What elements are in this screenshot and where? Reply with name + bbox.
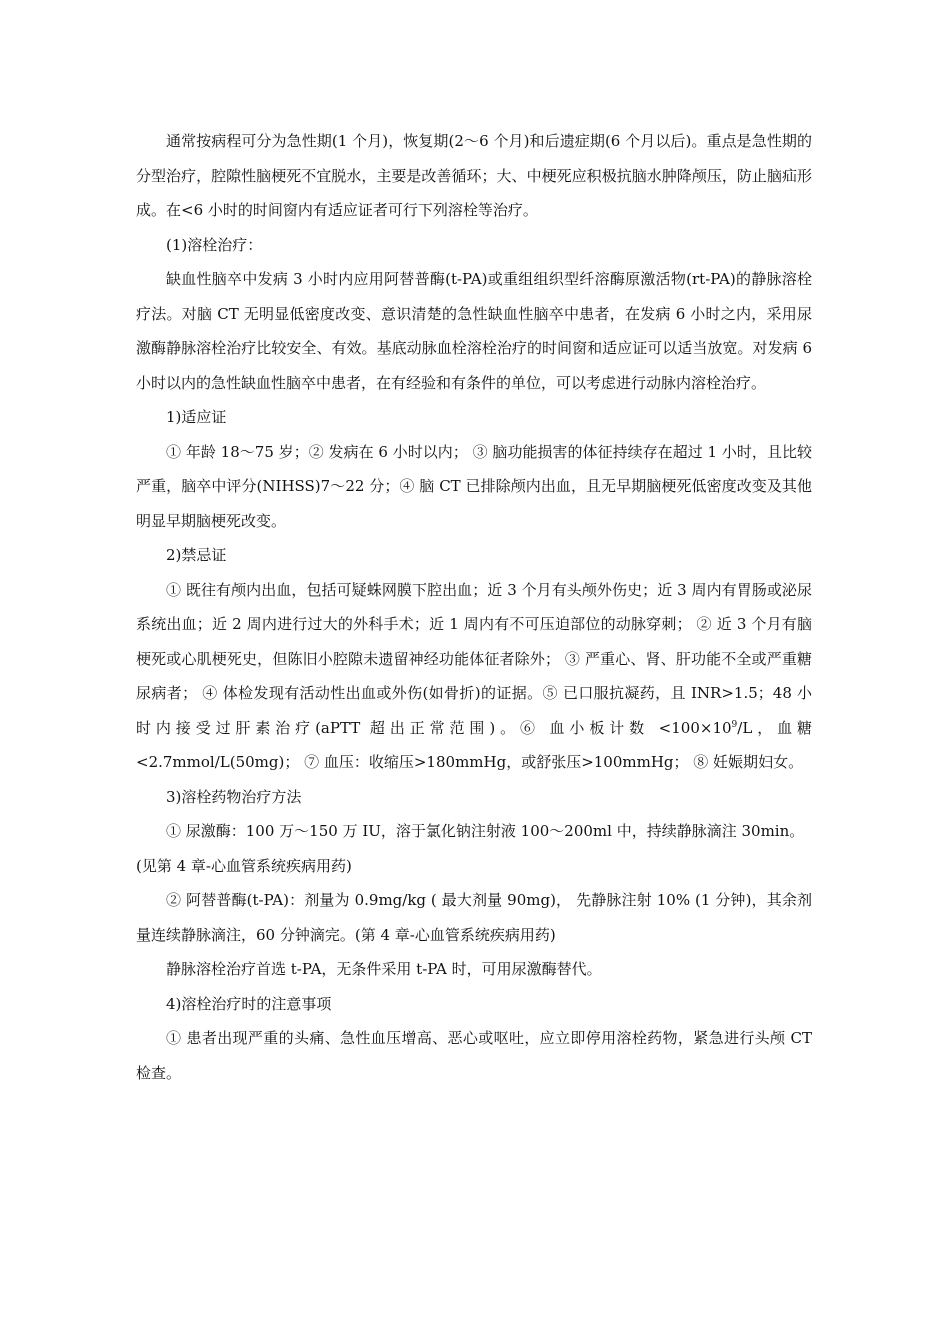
cautions-paragraph: ① 患者出现严重的头痛、急性血压增高、恶心或呕吐，应立即停用溶栓药物，紧急进行头颅 CT 检查。 xyxy=(136,1029,812,1082)
thrombolysis-heading: (1)溶栓治疗： xyxy=(166,235,263,254)
urokinase-paragraph: ① 尿激酶：100 万～150 万 IU，溶于氯化钠注射液 100～200ml 中，持续静脉滴注 30min。 xyxy=(166,822,805,840)
cautions-heading: 4)溶栓治疗时的注意事项 xyxy=(166,994,332,1013)
document-page xyxy=(136,124,812,1090)
methods-heading: 3)溶栓药物治疗方法 xyxy=(166,787,302,806)
methods-note: 静脉溶栓治疗首选 t-PA，无条件采用 t-PA 时，可用尿激酶替代。 xyxy=(166,960,602,978)
indications-paragraph: ① 年龄 18～75 岁；② 发病在 6 小时以内； ③ 脑功能损害的体征持续存在超过 1 小时，且比较严重，脑卒中评分(NIHSS)7～22 分；④ 脑 CT 已排除颅内出血，且无早期脑梗死低密度改变及其他明显早期脑梗死改变。 xyxy=(136,442,812,530)
urokinase-reference: (见第 4 章-心血管系统疾病用药) xyxy=(136,856,352,875)
contraindications-heading: 2)禁忌证 xyxy=(166,546,227,564)
contraindications-paragraph xyxy=(136,573,812,780)
intro-paragraph: 通常按病程可分为急性期(1 个月)，恢复期(2～6 个月)和后遗症期(6 个月以后)。重点是急性期的分型治疗，腔隙性脑梗死不宜脱水，主要是改善循环；大、中梗死应积极抗脑水肿降颅压，防止脑疝形成。在<6 小时的时间窗内有适应证者可行下列溶栓等治疗。 xyxy=(136,132,812,219)
tpa-paragraph: ② 阿替普酶(t-PA)：剂量为 0.9mg/kg ( 最大剂量 90mg)， 先静脉注射 10% (1 分钟)，其余剂量连续静脉滴注，60 分钟滴完。(第 4 章-心血管系统疾病用药) xyxy=(136,891,812,944)
indications-heading: 1)适应证 xyxy=(166,408,227,426)
thrombolysis-paragraph: 缺血性脑卒中发病 3 小时内应用阿替普酶(t-PA)或重组组织型纤溶酶原激活物(rt-PA)的静脉溶栓疗法。对脑 CT 无明显低密度改变、意识清楚的急性缺血性脑卒中患者，在发病 6 小时之内，采用尿激酶静脉溶栓治疗比较安全、有效。基底动脉血栓溶栓治疗的时间窗和适应证可以适当放宽。对发病 6 小时以内的急性缺血性脑卒中患者，在有经验和有条件的单位，可以考虑进行动脉内溶栓治疗。 xyxy=(136,270,812,392)
exponent-superscript: 9 xyxy=(731,719,738,730)
contraindications-text-a: ① 既往有颅内出血，包括可疑蛛网膜下腔出血；近 3 个月有头颅外伤史；近 3 周内有胃肠或泌尿系统出血；近 2 周内进行过大的外科手术；近 1 周内有不可压迫部位的动脉穿刺； ② 近 3 个月有脑梗死或心肌梗死史，但陈旧小腔隙未遗留神经功能体征者除外； ③ 严重心、肾、肝功能不全或严重糖尿病者； ④ 体检发现有活动性出血或外伤(如骨折)的证据。⑤ 已口服抗凝药，且 INR>1.5；48 小时内接受过肝素治疗(aPTT 超出正常范围)。⑥ 血小板计数 <100×10 xyxy=(136,580,812,737)
contraindications-text-b: /L，血糖<2.7mmol/L(50mg)； ⑦ 血压：收缩压>180mmHg，或舒张压>100mmHg； ⑧ 妊娠期妇女。 xyxy=(136,718,812,771)
